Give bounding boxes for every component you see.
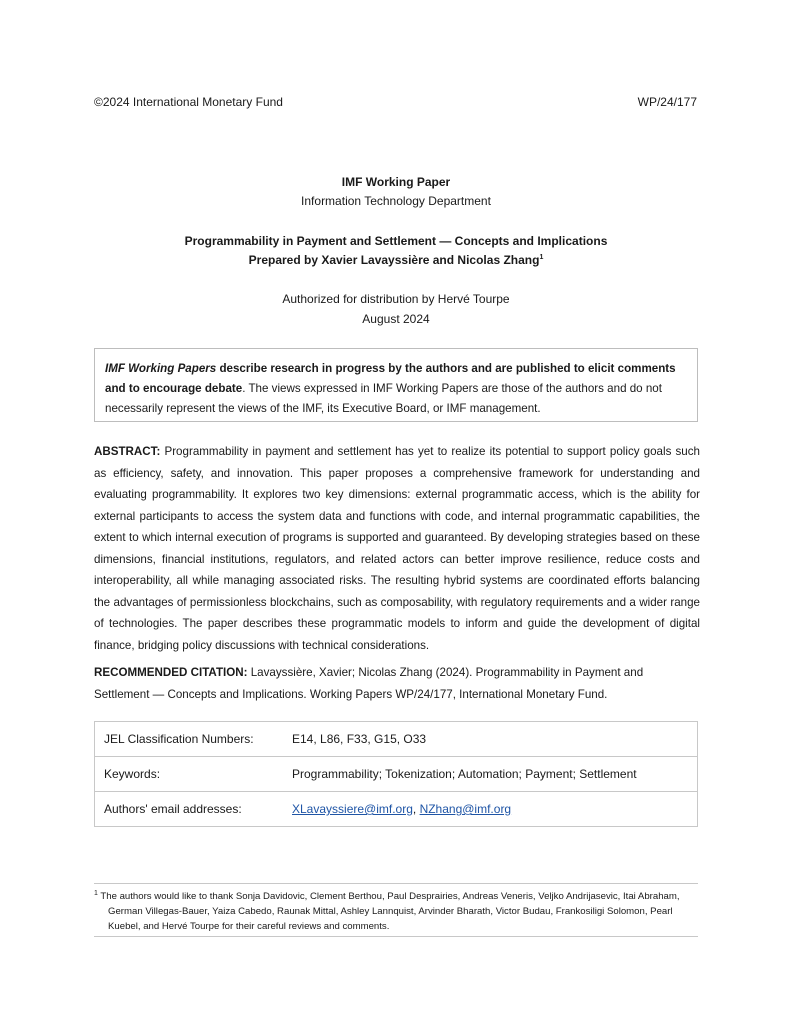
notice-series-name: IMF Working Papers [105, 362, 217, 375]
jel-value: E14, L86, F33, G15, O33 [283, 722, 698, 757]
abstract-text: Programmability in payment and settlement has yet to realize its potential to support policy goals such as efficiency, safety, and innovation. This paper proposes a comprehensive framework for understanding and evaluating programmability. It explores two key dimensions: external programmatic access, which is the ability for external participants to access the system data and functions with code, and internal programmatic capabilities, the extent to which internal execution of programs is supported and guaranteed. By developing strategies based on these dimensions, financial institutions, regulators, and related actors can better improve resilience, reduce costs and interoperability, all while managing associated risks. The resulting hybrid systems are coordinated efforts balancing the advantages of permissionless blockchains, such as composability, with regulatory requirements and a wider range of technologies. The paper describes these programmatic models to inform and guide the development of digital finance, bridging policy discussions with technical considerations. [94, 445, 700, 652]
keywords-label: Keywords: [95, 757, 284, 792]
footnote-text: The authors would like to thank Sonja Davidovic, Clement Berthou, Paul Desprairies, Andreas Veneris, Veljko Andrijasevic, Itai Abraham, German Villegas-Bauer, Yaiza Cabedo, Raunak Mittal, Ashley Lannquist, Arvinder Bharath, Victor Budau, Frankosiligi Solomon, Pearl Kuebel, and Hervé Tourpe for their careful reviews and comments. [97, 891, 680, 932]
keywords-value: Programmability; Tokenization; Automation; Payment; Settlement [283, 757, 698, 792]
footnote-bottom-divider [94, 936, 698, 937]
email-label: Authors' email addresses: [95, 792, 284, 827]
table-row [95, 757, 698, 792]
jel-label: JEL Classification Numbers: [95, 722, 284, 757]
copyright-line: ©2024 International Monetary Fund [94, 95, 283, 109]
authors-text: Prepared by Xavier Lavayssière and Nicolas Zhang [248, 253, 540, 267]
abstract [94, 441, 700, 656]
publication-date: August 2024 [362, 312, 430, 326]
citation-label: RECOMMENDED CITATION: [94, 666, 248, 679]
email-value [283, 792, 698, 827]
citation-text: Lavayssière, Xavier; Nicolas Zhang (2024). Programmability in Payment and Settlement — Concepts and Implications. Working Papers WP/24/177, International Monetary Fund. [94, 666, 644, 701]
authors-line [94, 253, 698, 267]
footnote-divider [94, 883, 698, 884]
footnote-mark[interactable]: 1 [539, 254, 544, 261]
classification-table [94, 721, 698, 827]
paper-number: WP/24/177 [637, 95, 697, 109]
disclaimer-box [94, 348, 698, 422]
email-link-zhang[interactable]: NZhang@imf.org [419, 802, 512, 816]
table-row [95, 792, 698, 827]
authorized-by: Authorized for distribution by Hervé Tourpe [282, 292, 510, 306]
table-row [95, 722, 698, 757]
footnote [94, 889, 698, 934]
footnote-number: 1 [94, 889, 98, 897]
email-separator: , [412, 802, 420, 816]
abstract-label: ABSTRACT: [94, 445, 161, 458]
series-title: IMF Working Paper [341, 175, 451, 189]
notice-text: . The views expressed in IMF Working Papers are those of the authors and do not necessarily represent the views of the IMF, its Executive Board, or IMF management. [105, 382, 662, 415]
recommended-citation [94, 662, 700, 705]
email-link-lavayssiere[interactable]: XLavayssiere@imf.org [292, 802, 413, 816]
department: Information Technology Department [301, 194, 491, 208]
paper-title: Programmability in Payment and Settlement — Concepts and Implications [184, 234, 608, 248]
notice-bold-text: describe research in progress by the authors and are published to elicit comments and to encourage debate [105, 362, 676, 395]
